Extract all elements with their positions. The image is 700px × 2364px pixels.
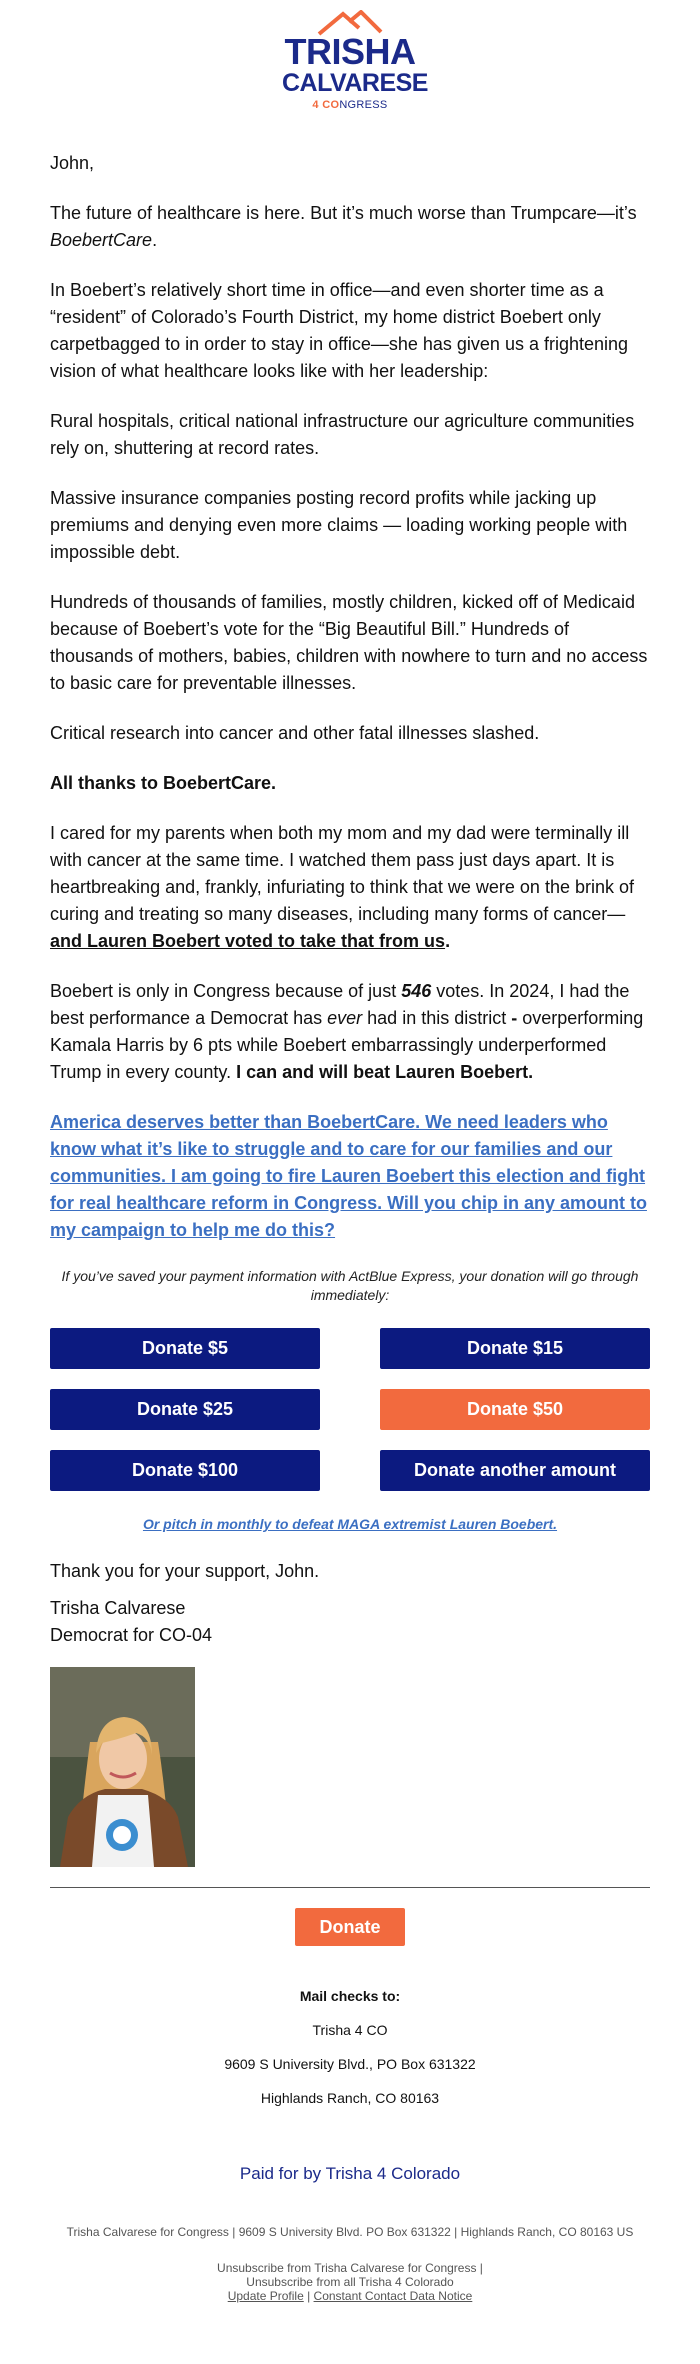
candidate-photo	[50, 1667, 195, 1867]
donate-50-button[interactable]: Donate $50	[380, 1389, 650, 1430]
paragraph-9: Boebert is only in Congress because of just 546 votes. In 2024, I had the best performance a Democrat has ever had in this district - overperforming Kamala Harris by 6 pts while Boebert embarrassingly underperformed Trump in every county. I can and will beat Lauren Boebert.	[50, 981, 644, 1082]
divider	[50, 1887, 650, 1888]
logo-line-3: 4 CONGRESS	[312, 99, 388, 111]
logo-line-1: TRISHA	[284, 31, 416, 72]
monthly-link[interactable]: Or pitch in monthly to defeat MAGA extremist Lauren Boebert.	[142, 1516, 558, 1532]
footer	[0, 2225, 700, 2303]
unsubscribe-campaign-link[interactable]: Unsubscribe from Trisha Calvarese for Congress |	[217, 2261, 483, 2275]
logo-line-2: CALVARESE	[282, 69, 428, 97]
header	[0, 0, 700, 150]
mail-street: 9609 S University Blvd., PO Box 631322	[224, 2056, 476, 2072]
paragraph-3: Rural hospitals, critical national infrastructure our agriculture communities rely on, shuttering at record rates.	[50, 411, 635, 458]
donate-button-grid	[50, 1328, 650, 1491]
email-body	[0, 150, 700, 2187]
unsubscribe-links	[40, 2261, 660, 2303]
paragraph-5: Hundreds of thousands of families, mostly children, kicked off of Medicaid because of Boebert’s vote for the “Big Beautiful Bill.” Hundreds of thousands of mothers, babies, children with nowhere to turn and no access to basic care for preventable illnesses.	[50, 592, 648, 693]
paragraph-6: Critical research into cancer and other fatal illnesses slashed.	[50, 723, 540, 743]
paid-for-disclaimer: Paid for by Trisha 4 Colorado	[239, 2164, 461, 2183]
signature-name: Trisha Calvarese	[50, 1598, 186, 1618]
mail-heading: Mail checks to:	[299, 1988, 401, 2004]
update-profile-link[interactable]: Update Profile	[227, 2289, 304, 2303]
actblue-express-note: If you’ve saved your payment information with ActBlue Express, your donation will go through immediately:	[61, 1268, 639, 1303]
donate-100-button[interactable]: Donate $100	[50, 1450, 320, 1491]
mail-payee: Trisha 4 CO	[312, 2022, 388, 2038]
paragraph-2: In Boebert’s relatively short time in office—and even shorter time as a “resident” of Colorado’s Fourth District, my home district Boebert only carpetbagged to in order to stay in office—she has given us a frightening vision of what healthcare looks like with her leadership:	[50, 280, 629, 381]
data-notice-link[interactable]: Constant Contact Data Notice	[313, 2289, 473, 2303]
donate-5-button[interactable]: Donate $5	[50, 1328, 320, 1369]
greeting: John,	[50, 153, 95, 173]
campaign-logo	[282, 10, 428, 111]
signature-title: Democrat for CO-04	[50, 1625, 213, 1645]
paragraph-1: The future of healthcare is here. But it’s much worse than Trumpcare—it’s BoebertCare.	[50, 203, 637, 250]
donate-button[interactable]: Donate	[295, 1908, 405, 1946]
donate-25-button[interactable]: Donate $25	[50, 1389, 320, 1430]
portrait-image	[50, 1667, 195, 1867]
donate-15-button[interactable]: Donate $15	[380, 1328, 650, 1369]
paragraph-8: I cared for my parents when both my mom and my dad were terminally ill with cancer at the same time. I watched them pass just days apart. It is heartbreaking and, frankly, infuriating to think that we were on the brink of curing and treating so many diseases, including many forms of cancer—and Lauren Boebert voted to take that from us.	[50, 823, 634, 951]
mail-checks-section	[50, 1986, 650, 2108]
cta-link[interactable]: America deserves better than BoebertCare. We need leaders who know what it’s like to struggle and to care for our families and our communities. I am going to fire Lauren Boebert this election and fight for real healthcare reform in Congress. Will you chip in any amount to my campaign to help me do this?	[50, 1112, 647, 1240]
mail-city: Highlands Ranch, CO 80163	[260, 2090, 440, 2106]
paragraph-4: Massive insurance companies posting record profits while jacking up premiums and denying even more claims — loading working people with impossible debt.	[50, 488, 628, 562]
thanks-line: Thank you for your support, John.	[50, 1561, 320, 1581]
unsubscribe-all-link[interactable]: Unsubscribe from all Trisha 4 Colorado	[246, 2275, 454, 2289]
signature	[50, 1558, 650, 1649]
donate-other-button[interactable]: Donate another amount	[380, 1450, 650, 1491]
paragraph-7: All thanks to BoebertCare.	[50, 773, 277, 793]
footer-links-row: Update Profile | Constant Contact Data Notice	[227, 2289, 473, 2303]
footer-address: Trisha Calvarese for Congress | 9609 S University Blvd. PO Box 631322 | Highlands Ranch, CO 80163 US	[66, 2225, 634, 2239]
